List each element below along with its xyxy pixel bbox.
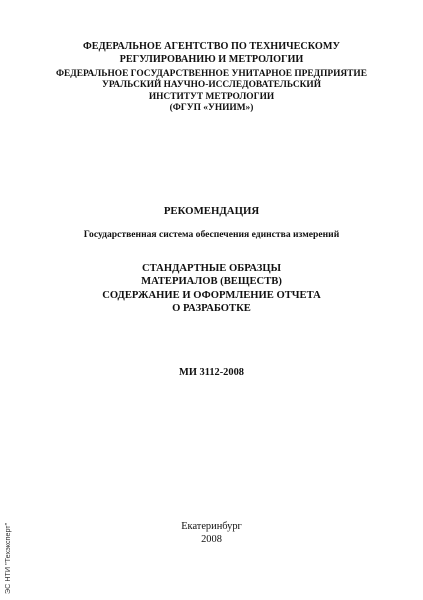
- document-kind-label: РЕКОМЕНДАЦИЯ: [163, 205, 260, 217]
- watermark-text: ЭС НТИ "Техэксперт": [3, 522, 12, 594]
- agency-header: [40, 40, 383, 66]
- agency-line-1: ФЕДЕРАЛЬНОЕ АГЕНТСТВО ПО ТЕХНИЧЕСКОМУ: [83, 41, 340, 52]
- institute-line-1: ФЕДЕРАЛЬНОЕ ГОСУДАРСТВЕННОЕ УНИТАРНОЕ ПРЕДПРИЯТИЕ: [56, 69, 367, 79]
- document-title-line-2: МАТЕРИАЛОВ (ВЕЩЕСТВ): [141, 276, 282, 288]
- document-code-label: МИ 3112-2008: [179, 367, 244, 378]
- publication-year-label: 2008: [201, 534, 222, 545]
- measurement-system-subtitle: [40, 229, 383, 241]
- publication-city: [40, 520, 383, 533]
- document-title-line-3: СОДЕРЖАНИЕ И ОФОРМЛЕНИЕ ОТЧЕТА: [102, 289, 321, 301]
- agency-line-2: РЕГУЛИРОВАНИЮ И МЕТРОЛОГИИ: [119, 54, 304, 65]
- measurement-system-label: Государственная система обеспечения единства измерений: [83, 229, 340, 240]
- document-title-line-4: О РАЗРАБОТКЕ: [172, 303, 251, 315]
- document-code: [40, 366, 383, 379]
- publication-city-label: Екатеринбург: [181, 521, 242, 532]
- document-title: [40, 262, 383, 316]
- institute-line-2: УРАЛЬСКИЙ НАУЧНО-ИССЛЕДОВАТЕЛЬСКИЙ: [102, 80, 321, 91]
- institute-line-4: (ФГУП «УНИИМ»): [169, 103, 254, 114]
- institute-line-3: ИНСТИТУТ МЕТРОЛОГИИ: [148, 91, 275, 102]
- publication-year: [40, 533, 383, 546]
- institute-header: [40, 69, 383, 115]
- vertical-watermark: [3, 500, 15, 594]
- document-kind: [40, 205, 383, 218]
- document-title-line-1: СТАНДАРТНЫЕ ОБРАЗЦЫ: [141, 263, 282, 274]
